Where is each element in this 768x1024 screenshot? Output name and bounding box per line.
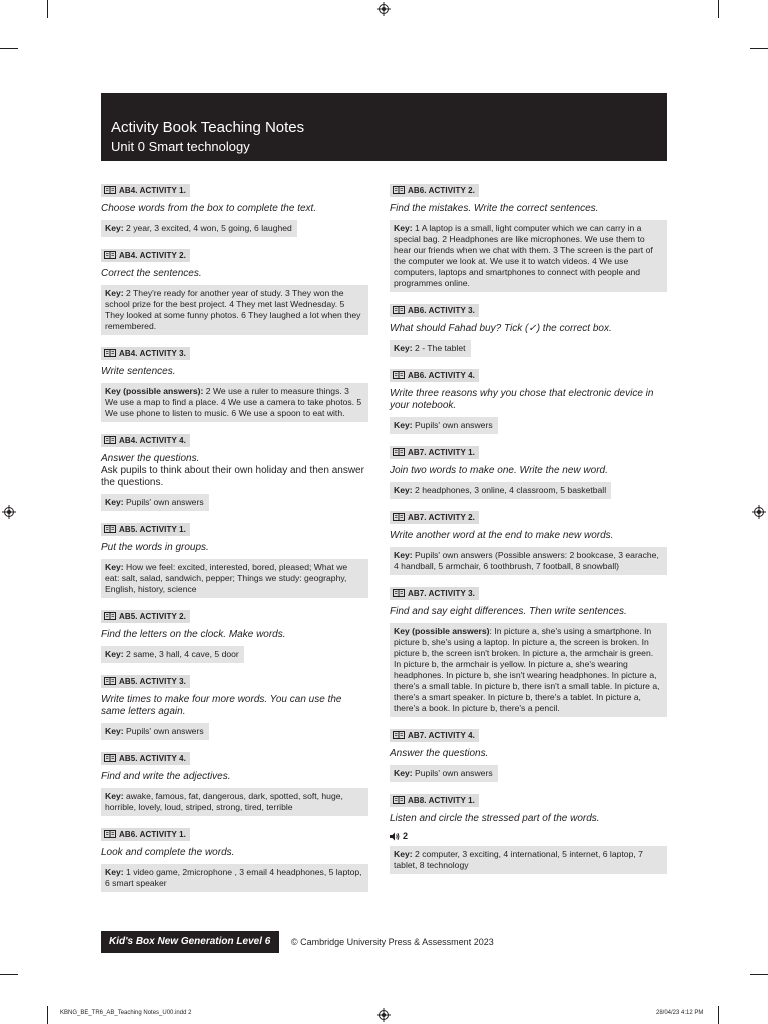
activity-tag	[390, 794, 479, 807]
activity-instruction: Find the letters on the clock. Make words.	[101, 629, 286, 640]
activity-block	[101, 749, 368, 816]
answer-key	[390, 482, 611, 499]
date-slug: 28/04/23 4:12 PM	[656, 1010, 704, 1016]
answer-key-label: Key:	[105, 791, 124, 801]
answer-key-label: Key:	[394, 768, 413, 778]
answer-key-text: How we feel: excited, interested, bored, pleased; What we eat: salt, salad, sandwich, pepper; Things we study: geography, English, history, science	[105, 562, 348, 594]
answer-key-text: 2 computer, 3 exciting, 4 international, 5 internet, 6 laptop, 7 tablet, 8 technology	[394, 849, 643, 870]
answer-key	[390, 547, 667, 575]
activity-tag-label: AB7. ACTIVITY 1.	[408, 447, 475, 457]
activity-block	[101, 181, 368, 237]
activity-block	[101, 246, 368, 335]
activity-instruction: Answer the questions.	[101, 453, 200, 464]
activity-tag	[101, 675, 190, 688]
crop-mark	[718, 1006, 719, 1024]
crop-mark	[0, 48, 18, 49]
answer-key-label: Key:	[105, 726, 124, 736]
registration-mark-icon	[752, 505, 766, 519]
activity-tag	[101, 752, 190, 765]
activity-tag-label: AB6. ACTIVITY 4.	[408, 370, 475, 380]
answer-key	[390, 220, 667, 292]
registration-mark-icon	[2, 505, 16, 519]
answer-key-label: Key:	[105, 223, 124, 233]
activity-tag-label: AB5. ACTIVITY 4.	[119, 753, 186, 763]
activity-instruction: What should Fahad buy? Tick (✓) the correct box.	[390, 323, 612, 334]
book-icon	[104, 251, 116, 259]
crop-mark	[47, 1006, 48, 1024]
left-column	[101, 181, 368, 901]
activity-tag-label: AB7. ACTIVITY 4.	[408, 730, 475, 740]
activity-block	[390, 508, 667, 575]
answer-key	[101, 383, 368, 422]
activity-tag-label: AB4. ACTIVITY 1.	[119, 185, 186, 195]
answer-key-label: Key:	[394, 550, 413, 560]
answer-key-text: : In picture a, she's using a smartphone. In picture b, she's using a laptop. In picture a, the screen is broken. In picture b, the screen isn't broken. In picture a, the armchair is green. In picture b, the armchair is yellow. In picture a, she's wearing headphones. In picture b, she isn't wearing headphones. In picture a, there's a small table. In picture b, there isn't a small table. In picture a, there's a smart speaker. In picture b, there's a tablet. In picture a, there's a book. In picture b, there's a pencil.	[394, 626, 660, 713]
activity-instruction: Listen and circle the stressed part of the words.	[390, 813, 600, 824]
answer-key	[390, 765, 498, 782]
answer-key	[101, 220, 297, 237]
book-icon	[393, 796, 405, 804]
activity-tag	[101, 610, 190, 623]
answer-key	[101, 723, 209, 740]
activity-tag	[390, 587, 479, 600]
activity-tag-label: AB5. ACTIVITY 1.	[119, 524, 186, 534]
crop-mark	[0, 974, 18, 975]
book-icon	[393, 306, 405, 314]
activity-tag-label: AB4. ACTIVITY 2.	[119, 250, 186, 260]
answer-key	[390, 623, 667, 717]
book-icon	[393, 448, 405, 456]
answer-key-label: Key:	[394, 343, 413, 353]
activity-instruction: Find and write the adjectives.	[101, 771, 231, 782]
answer-key-text: Pupils' own answers	[412, 420, 493, 430]
activity-block	[390, 443, 667, 499]
book-icon	[104, 677, 116, 685]
activity-tag-label: AB6. ACTIVITY 2.	[408, 185, 475, 195]
activity-block	[101, 825, 368, 892]
answer-key	[101, 864, 368, 892]
activity-tag-label: AB5. ACTIVITY 3.	[119, 676, 186, 686]
activity-instruction: Correct the sentences.	[101, 268, 202, 279]
answer-key-text: 2 They're ready for another year of study. 3 They won the school prize for the best project. 4 They met last Wednesday. 5 They looked at some funny photos. 6 They laughed a lot when they remembered.	[105, 288, 361, 331]
series-brand: Kid's Box New Generation Level 6	[101, 931, 279, 953]
activity-block	[101, 672, 368, 740]
answer-key-text: awake, famous, fat, dangerous, dark, spotted, soft, huge, horrible, lovely, loud, striped, strong, tired, terrible	[105, 791, 343, 812]
answer-key-label: Key:	[394, 485, 413, 495]
book-icon	[104, 754, 116, 762]
answer-key	[390, 846, 667, 874]
answer-key-text: 2 year, 3 excited, 4 won, 5 going, 6 laughed	[123, 223, 292, 233]
activity-block	[390, 301, 667, 357]
answer-key	[101, 494, 209, 511]
activity-tag-label: AB6. ACTIVITY 3.	[408, 305, 475, 315]
answer-key	[390, 340, 471, 357]
activity-instruction: Find the mistakes. Write the correct sentences.	[390, 203, 599, 214]
page-title: Activity Book Teaching Notes	[111, 119, 305, 136]
answer-key-text: Pupils' own answers	[412, 768, 493, 778]
activity-tag	[101, 249, 190, 262]
answer-key	[101, 285, 368, 335]
book-icon	[393, 513, 405, 521]
activity-block	[101, 520, 368, 598]
answer-key-label: Key:	[394, 420, 413, 430]
activity-tag	[390, 729, 479, 742]
book-icon	[393, 731, 405, 739]
answer-key	[101, 788, 368, 816]
activity-tag-label: AB4. ACTIVITY 4.	[119, 435, 186, 445]
page-footer	[101, 931, 494, 953]
activity-block	[390, 181, 667, 292]
activity-tag-label: AB4. ACTIVITY 3.	[119, 348, 186, 358]
answer-key-text: 1 A laptop is a small, light computer which we can carry in a special bag. 2 Headphones are like microphones. We use them to hear our friends when we chat with them. 3 The screen is the part of the computer we look at. We use it to watch videos. 4 We use computers, laptops and smartphones to connect with people and programmes online.	[394, 223, 653, 288]
registration-mark-icon	[377, 1008, 391, 1022]
book-icon	[393, 371, 405, 379]
answer-key-label: Key:	[394, 849, 413, 859]
activity-tag	[101, 523, 190, 536]
answer-key-text: Pupils' own answers	[123, 726, 204, 736]
activity-tag	[101, 347, 190, 360]
activity-instruction: Write sentences.	[101, 366, 176, 377]
book-icon	[393, 589, 405, 597]
audio-track	[390, 831, 667, 841]
book-icon	[104, 349, 116, 357]
activity-tag	[390, 446, 479, 459]
crop-mark	[47, 0, 48, 18]
activity-block	[101, 431, 368, 511]
page-subtitle: Unit 0 Smart technology	[111, 139, 250, 154]
activity-tag	[390, 369, 479, 382]
activity-block	[390, 726, 667, 782]
activity-instruction: Write another word at the end to make new words.	[390, 530, 614, 541]
activity-instruction: Put the words in groups.	[101, 542, 209, 553]
activity-tag-label: AB6. ACTIVITY 1.	[119, 829, 186, 839]
activity-block	[101, 344, 368, 422]
activity-tag	[101, 828, 190, 841]
activity-tag	[101, 434, 190, 447]
file-slug: KBNG_BE_TR6_AB_Teaching Notes_U00.indd 2	[60, 1010, 192, 1016]
registration-mark-icon	[377, 2, 391, 16]
crop-mark	[750, 48, 768, 49]
activity-instruction: Write three reasons why you chose that electronic device in your notebook.	[390, 388, 654, 411]
activity-tag-label: AB7. ACTIVITY 3.	[408, 588, 475, 598]
activity-tag	[101, 184, 190, 197]
audio-track-number: 2	[403, 831, 409, 841]
answer-key-label: Key:	[105, 562, 124, 572]
answer-key-text: 2 We use a ruler to measure things. 3 We use a map to find a place. 4 We use a camera to take photos. 5 We use phone to listen to music. 6 We use a spoon to eat with.	[105, 386, 362, 418]
answer-key-text: 1 video game, 2microphone , 3 email 4 headphones, 5 laptop, 6 smart speaker	[105, 867, 362, 888]
answer-key-text: Pupils' own answers (Possible answers: 2 bookcase, 3 earache, 4 handball, 5 armchair, 6 toothbrush, 7 football, 8 snowball)	[394, 550, 659, 571]
answer-key-label: Key:	[105, 288, 124, 298]
book-icon	[104, 612, 116, 620]
answer-key-label: Key (possible answers):	[105, 386, 204, 396]
activity-instruction: Join two words to make one. Write the new word.	[390, 465, 608, 476]
answer-key-text: 2 same, 3 hall, 4 cave, 5 door	[123, 649, 239, 659]
answer-key-label: Key:	[105, 649, 124, 659]
activity-tag-label: AB5. ACTIVITY 2.	[119, 611, 186, 621]
answer-key	[101, 559, 368, 598]
answer-key-label: Key:	[394, 223, 413, 233]
activity-note: Ask pupils to think about their own holiday and then answer the questions.	[101, 465, 364, 488]
answer-key-text: Pupils' own answers	[123, 497, 204, 507]
page-header	[101, 93, 667, 161]
book-icon	[104, 830, 116, 838]
activity-instruction: Answer the questions.	[390, 748, 489, 759]
activity-tag-label: AB7. ACTIVITY 2.	[408, 512, 475, 522]
answer-key-label: Key:	[105, 497, 124, 507]
activity-tag	[390, 304, 479, 317]
activity-instruction: Find and say eight differences. Then write sentences.	[390, 606, 627, 617]
book-icon	[104, 186, 116, 194]
right-column	[390, 181, 667, 883]
answer-key-label: Key:	[105, 867, 124, 877]
copyright-text: © Cambridge University Press & Assessment 2023	[291, 937, 494, 947]
answer-key-text: 2 - The tablet	[412, 343, 466, 353]
activity-tag	[390, 184, 479, 197]
activity-instruction: Choose words from the box to complete the text.	[101, 203, 317, 214]
activity-block	[390, 584, 667, 717]
book-icon	[393, 186, 405, 194]
answer-key	[101, 646, 244, 663]
answer-key-label: Key (possible answers)	[394, 626, 490, 636]
book-icon	[104, 436, 116, 444]
speaker-icon	[390, 832, 400, 841]
activity-block	[101, 607, 368, 663]
activity-block	[390, 366, 667, 434]
book-icon	[104, 525, 116, 533]
answer-key-text: 2 headphones, 3 online, 4 classroom, 5 basketball	[412, 485, 607, 495]
activity-tag-label: AB8. ACTIVITY 1.	[408, 795, 475, 805]
crop-mark	[718, 0, 719, 18]
answer-key	[390, 417, 498, 434]
activity-block	[390, 791, 667, 874]
crop-mark	[750, 974, 768, 975]
activity-instruction: Look and complete the words.	[101, 847, 235, 858]
activity-tag	[390, 511, 479, 524]
activity-instruction: Write times to make four more words. You can use the same letters again.	[101, 694, 342, 717]
